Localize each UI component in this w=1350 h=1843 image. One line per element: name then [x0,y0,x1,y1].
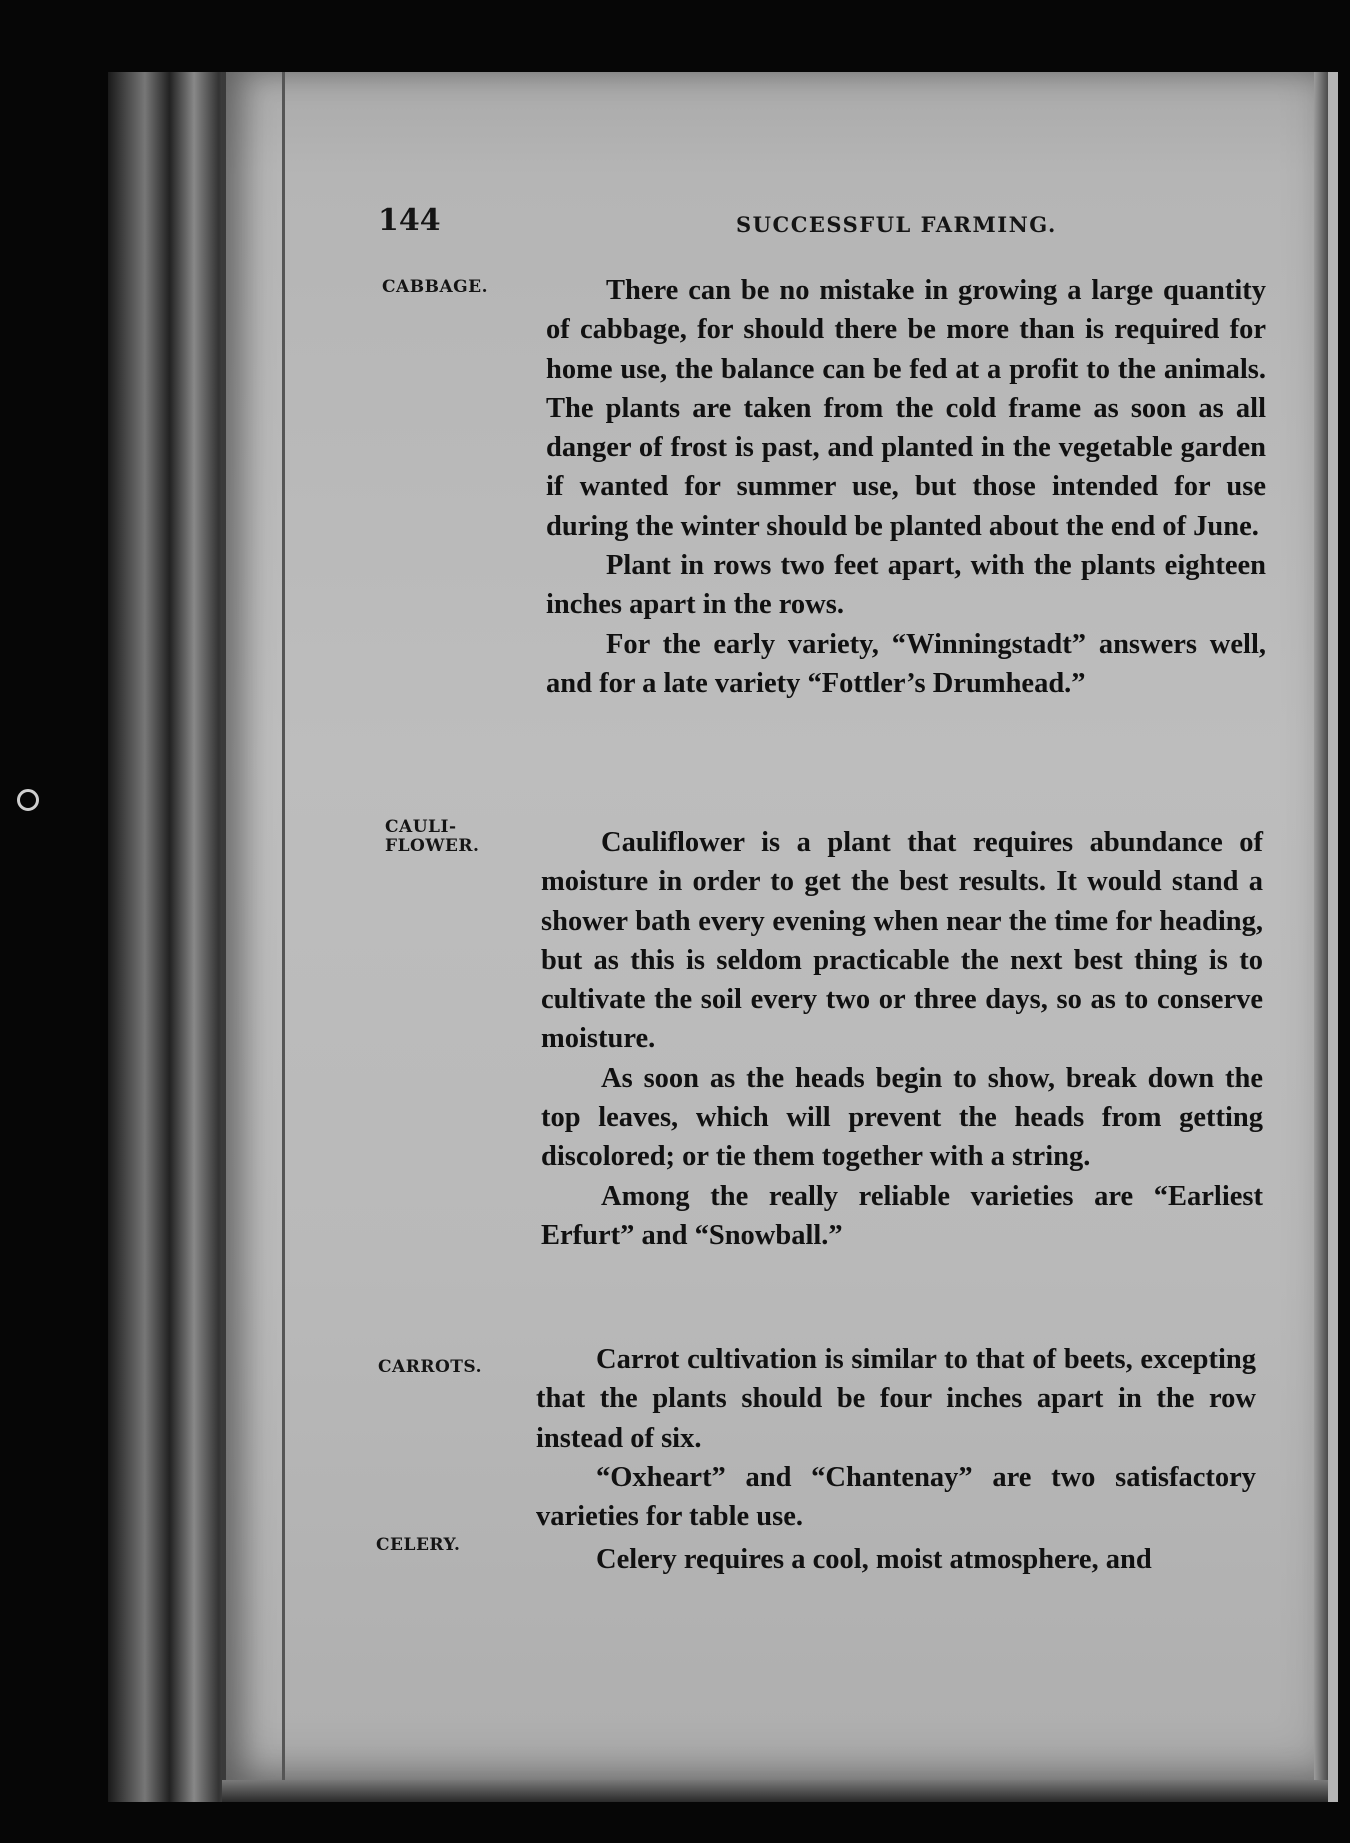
side-note-celery: CELERY. [376,1535,461,1555]
page-bottom-edge [222,1780,1328,1802]
paragraph: As soon as the heads begin to show, break down the top leaves, which will prevent the heads from getting discolored; or tie them together with a string. [541,1062,1263,1173]
film-punch-hole [17,789,39,811]
paragraph: Carrot cultivation is similar to that of beets, excepting that the plants should be four inches apart in the row instead of six. [536,1344,1256,1454]
side-note-cauliflower-line1: CAULI- [385,817,457,837]
side-note-carrots: CARROTS. [378,1357,483,1377]
gutter-rule-line [282,72,285,1780]
running-title: SUCCESSFUL FARMING. [736,212,1057,237]
paragraph: Cauliflower is a plant that requires abundance of moisture in order to get the best results. It would stand a shower bath every evening when near the time for heading, but as this is seldom practicable the next best thing is to cultivate the soil every two or three days, so as to conserve moisture. [541,827,1263,1055]
paragraph: “Oxheart” and “Chantenay” are two satisfactory varieties for table use. [536,1461,1256,1533]
side-note-cauliflower-line2: FLOWER. [385,836,480,856]
carrots-section [536,1340,1256,1536]
paragraph: There can be no mistake in growing a large quantity of cabbage, for should there be more than is required for home use, the balance can be fed at a profit to the animals. The plants are taken from the cold frame as soon as all danger of frost is past, and planted in the vegetable garden if wanted for summer use, but those intended for use during the winter should be planted about the end of June. [546,275,1266,542]
page-number: 144 [378,203,441,238]
paragraph: Among the really reliable varieties are “Earliest Erfurt” and “Snowball.” [541,1180,1263,1251]
cabbage-section [546,271,1266,703]
paragraph: For the early variety, “Winningstadt” answers well, and for a late variety “Fottler’s Drumhead.” [546,628,1266,699]
side-note-cauliflower [385,818,479,856]
paragraph: Plant in rows two feet apart, with the plants eighteen inches apart in the rows. [546,550,1266,621]
side-note-cabbage: CABBAGE. [382,277,489,297]
paragraph: Celery requires a cool, moist atmosphere, and [596,1544,1152,1575]
page-right-edge [1314,72,1328,1780]
cauliflower-section [541,823,1263,1255]
celery-section [536,1540,1256,1579]
